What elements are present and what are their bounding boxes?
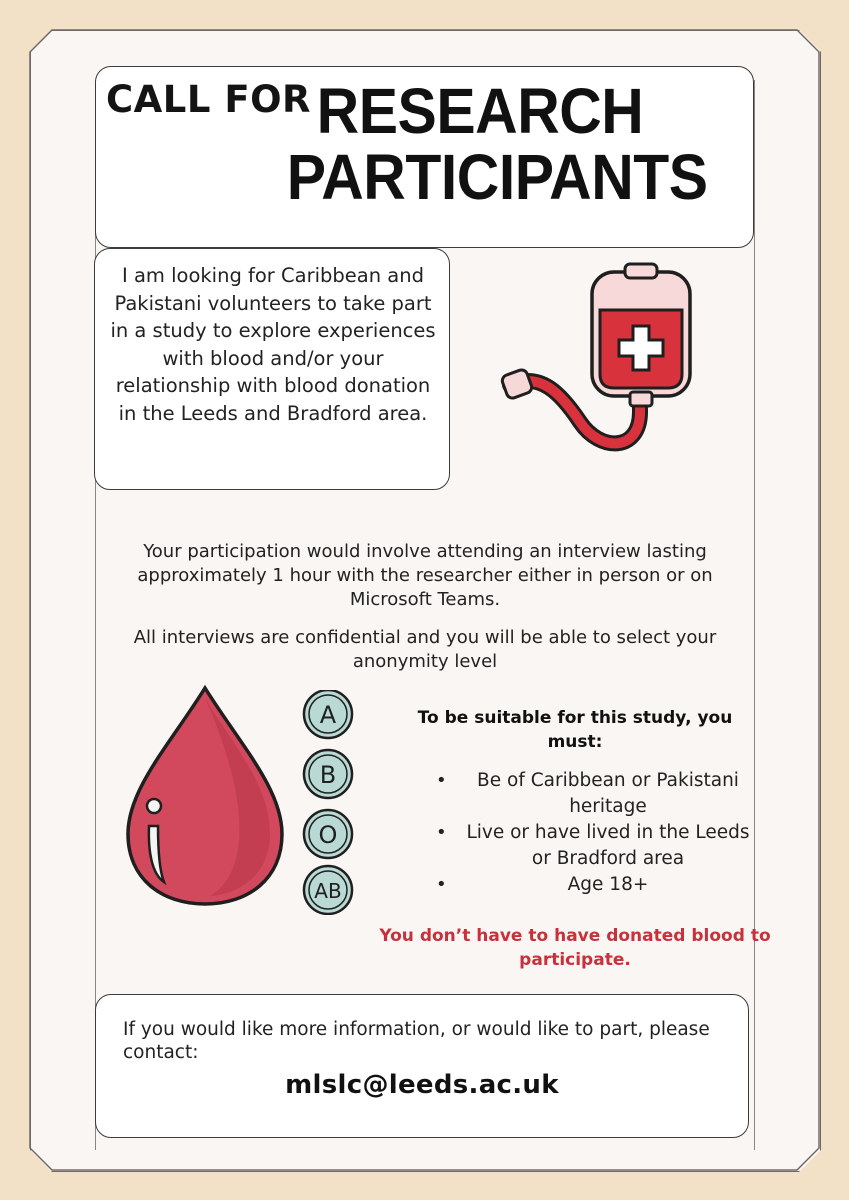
blood-type-b-label: B <box>319 761 337 789</box>
criteria-list <box>430 768 750 898</box>
blood-type-b-icon <box>304 750 352 798</box>
criteria-item: • Age 18+ <box>430 872 750 898</box>
donation-note: You don’t have to have donated blood to participate. <box>379 926 771 970</box>
blood-bag-icon <box>500 262 700 462</box>
contact-text: If you would like more information, or would like to part, please contact: <box>123 1019 710 1063</box>
blood-type-ab-label: AB <box>314 879 342 903</box>
blood-type-a-icon <box>304 690 352 738</box>
page-title <box>286 75 708 213</box>
confidentiality-text: All interviews are confidential and you will be able to select your anonymity level <box>133 627 717 672</box>
blood-type-circles <box>300 690 356 915</box>
contact-box <box>95 994 749 1138</box>
criteria-item: • Be of Caribbean or Pakistani heritage <box>430 768 750 820</box>
contact-email-link[interactable]: mlslc@leeds.ac.uk <box>285 1070 559 1100</box>
blood-type-o-label: O <box>318 821 338 849</box>
blood-type-o-icon <box>304 810 352 858</box>
title-line-participants: PARTICIPANTS <box>286 141 708 213</box>
intro-text: I am looking for Caribbean and Pakistani volunteers to take part in a study to explore experiences with blood and/or your relationship with blood donation in the Leeds and Bradford area. <box>110 264 436 425</box>
title-line-research: RESEARCH <box>316 75 644 147</box>
blood-drop-icon <box>120 684 290 909</box>
blood-type-ab-icon <box>304 866 352 914</box>
criteria-title: To be suitable for this study, you must: <box>417 708 733 752</box>
participation-text: Your participation would involve attending an interview lasting approximately 1 hour with the researcher either in person or on Microsoft Teams. <box>137 541 713 610</box>
blood-type-a-label: A <box>319 701 337 729</box>
call-for-label: CALL FOR <box>106 78 312 121</box>
criteria-item: • Live or have lived in the Leeds or Bradford area <box>430 820 750 872</box>
